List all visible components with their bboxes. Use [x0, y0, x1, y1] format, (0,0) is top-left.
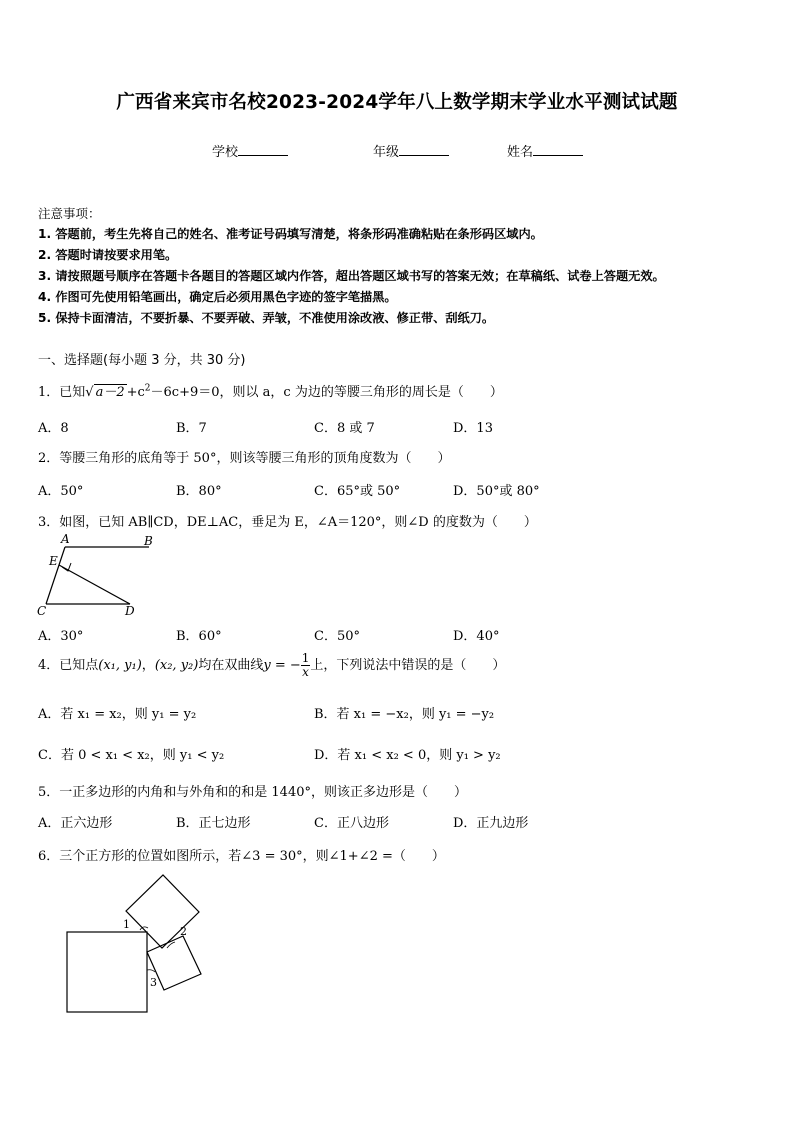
page-title: 广西省来宾市名校2023-2024学年八上数学期末学业水平测试试题 — [116, 92, 678, 113]
q3-option-d[interactable]: D．40° — [453, 629, 500, 644]
q3-option-b[interactable]: B．60° — [176, 629, 222, 644]
grade-blank[interactable] — [399, 143, 449, 156]
label-d: D — [125, 604, 135, 618]
q2-option-a[interactable]: A．50° — [38, 484, 84, 499]
q1-option-c[interactable]: C．8 或 7 — [314, 421, 375, 436]
q4-mid: 均在双曲线 — [198, 658, 264, 673]
name-field[interactable] — [507, 141, 583, 160]
note-item: 2. 答题时请按要求用笔。 — [38, 248, 178, 262]
q4-pre: 4．已知点 — [38, 658, 99, 673]
label-e: E — [49, 554, 58, 568]
q4-numerator: 1 — [301, 651, 310, 665]
question-1 — [38, 381, 503, 400]
q4-option-d[interactable]: D．若 x₁ < x₂ < 0，则 y₁ > y₂ — [314, 748, 501, 763]
q3-figure — [34, 530, 164, 620]
q2-option-c[interactable]: C．65°或 50° — [314, 484, 401, 499]
q5-option-d[interactable]: D．正九边形 — [453, 816, 529, 831]
grade-field[interactable] — [373, 141, 449, 160]
line-de — [59, 565, 130, 604]
note-item: 5. 保持卡面清洁，不要折暴、不要弄破、弄皱，不准使用涂改液、修正带、刮纸刀。 — [38, 311, 495, 325]
note-item: 4. 作图可先使用铅笔画出，确定后必须用黑色字迹的签字笔描黑。 — [38, 290, 397, 304]
q3-option-c[interactable]: C．50° — [314, 629, 360, 644]
q4-sep: ， — [141, 658, 155, 673]
q1-post: －6c+9＝0，则以 a，c 为边的等腰三角形的周长是（ ） — [150, 385, 503, 400]
q4-post: 上，下列说法中错误的是（ ） — [310, 658, 506, 673]
note-item: 1. 答题前，考生先将自己的姓名、准考证号码填写清楚，将条形码准确粘贴在条形码区域内。 — [38, 227, 543, 241]
label-angle-2: 2 — [180, 925, 187, 938]
question-5: 5．一正多边形的内角和与外角和的和是 1440°，则该正多边形是（ ） — [38, 785, 467, 800]
grade-label: 年级 — [373, 145, 400, 160]
q6-figure — [60, 870, 210, 1020]
section-heading: 一、选择题(每小题 3 分，共 30 分) — [38, 353, 246, 368]
q4-denominator: x — [302, 665, 309, 679]
question-3: 3．如图，已知 AB∥CD，DE⊥AC，垂足为 E，∠A＝120°，则∠D 的度数为（ ） — [38, 515, 537, 530]
school-blank[interactable] — [238, 143, 288, 156]
q4-fraction — [301, 652, 311, 679]
question-2: 2．等腰三角形的底角等于 50°，则该等腰三角形的顶角度数为（ ） — [38, 451, 451, 466]
q4-option-b[interactable]: B．若 x₁ = −x₂，则 y₁ = −y₂ — [314, 707, 495, 722]
label-a: A — [61, 532, 70, 546]
upper-square — [126, 875, 199, 948]
q4-y-eq: y = − — [263, 658, 301, 673]
q1-option-d[interactable]: D．13 — [453, 421, 493, 436]
sqrt-sign: √ — [85, 385, 94, 400]
q4-point-2: (x₂, y₂) — [154, 658, 199, 673]
label-angle-1: 1 — [123, 918, 130, 931]
question-6: 6．三个正方形的位置如图所示，若∠3 = 30°，则∠1+∠2 =（ ） — [38, 849, 445, 864]
q5-option-a[interactable]: A．正六边形 — [38, 816, 113, 831]
q1-pre: 1．已知 — [38, 385, 86, 400]
q4-point-1: (x₁, y₁) — [98, 658, 142, 673]
label-angle-3: 3 — [150, 976, 157, 989]
q2-option-d[interactable]: D．50°或 80° — [453, 484, 540, 499]
q5-option-c[interactable]: C．正八边形 — [314, 816, 389, 831]
name-blank[interactable] — [533, 143, 583, 156]
q1-sup: 2 — [144, 383, 151, 394]
large-square — [67, 932, 147, 1012]
question-4 — [38, 652, 505, 680]
note-item: 3. 请按照题号顺序在答题卡各题目的答题区域内作答，超出答题区域书写的答案无效；在草稿纸、试卷上答题无效。 — [38, 269, 665, 283]
q2-option-b[interactable]: B．80° — [176, 484, 222, 499]
q4-option-c[interactable]: C．若 0 < x₁ < x₂，则 y₁ < y₂ — [38, 748, 225, 763]
notes-heading: 注意事项： — [38, 206, 101, 221]
q4-option-a[interactable]: A．若 x₁ = x₂，则 y₁ = y₂ — [38, 707, 197, 722]
q1-option-a[interactable]: A．8 — [38, 421, 69, 436]
q1-radicand: a－2 — [95, 385, 125, 400]
label-c: C — [37, 604, 47, 618]
school-field[interactable] — [212, 141, 288, 160]
label-b: B — [144, 534, 153, 548]
angle-3-arc — [147, 970, 155, 972]
school-label: 学校 — [212, 145, 239, 160]
q3-option-a[interactable]: A．30° — [38, 629, 84, 644]
q5-option-b[interactable]: B．正七边形 — [176, 816, 251, 831]
name-label: 姓名 — [507, 145, 534, 160]
q1-mid: +c — [126, 385, 145, 400]
q1-option-b[interactable]: B．7 — [176, 421, 207, 436]
